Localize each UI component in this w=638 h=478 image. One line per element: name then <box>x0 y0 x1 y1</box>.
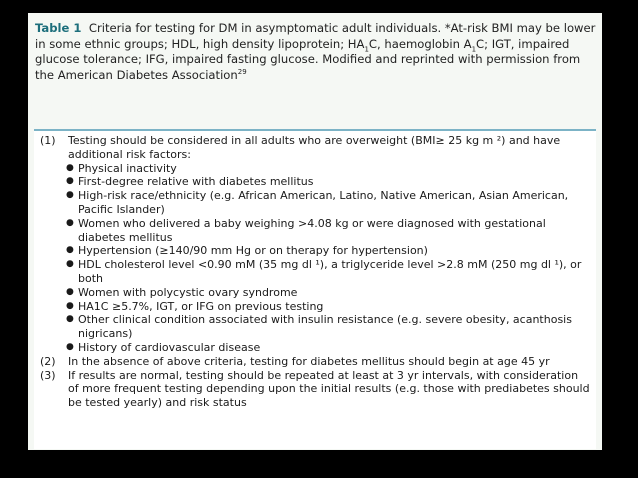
criteria-item <box>40 369 592 410</box>
slide <box>28 13 602 450</box>
risk-factor-text: Hypertension (≥140/90 mm Hg or on therapy for hypertension) <box>78 244 428 258</box>
caption-text-3: C; IGT, impaired glucose tolerance; IFG, impaired fasting glucose. Modified and reprinted with permission from the American Diabetes Association <box>35 36 581 82</box>
criteria-list <box>40 134 592 410</box>
item-text: If results are normal, testing should be repeated at least at 3 yr intervals, with consideration of more frequent testing depending upon the initial results (e.g. those with prediabetes should be tested yearly) and risk status <box>68 368 590 410</box>
bullet-icon: ● <box>66 286 74 297</box>
item-text: In the absence of above criteria, testing for diabetes mellitus should begin at age 45 yr <box>68 354 550 368</box>
risk-factor-item <box>40 162 592 176</box>
risk-factor-text: First-degree relative with diabetes mellitus <box>78 175 314 189</box>
item-number: (2) <box>40 354 56 368</box>
bullet-icon: ● <box>66 190 74 201</box>
bullet-icon: ● <box>66 314 74 325</box>
citation-number: 29 <box>237 67 247 76</box>
risk-factor-text: History of cardiovascular disease <box>78 340 261 354</box>
risk-factor-item <box>40 286 592 300</box>
table-body <box>34 129 596 449</box>
risk-factor-item <box>40 244 592 258</box>
bullet-icon: ● <box>66 341 74 352</box>
risk-factor-item <box>40 189 592 217</box>
risk-factor-text: Other clinical condition associated with insulin resistance (e.g. severe obesity, acanthosis nigricans) <box>78 313 572 341</box>
item-number: (1) <box>40 134 56 147</box>
risk-factor-item <box>40 175 592 189</box>
caption-text: Criteria for testing for DM in asymptomatic adult individuals. *At-risk BMI may be lower in some ethnic groups; HDL, high density lipoprotein; HA <box>35 21 596 51</box>
criteria-item <box>40 134 592 162</box>
bullet-icon: ● <box>66 259 74 270</box>
bullet-icon: ● <box>66 176 74 187</box>
risk-factor-text: Women who delivered a baby weighing >4.08 kg or were diagnosed with gestational diabetes mellitus <box>78 216 546 244</box>
item-number: (3) <box>40 368 56 382</box>
caption-subscript: 1 <box>364 44 369 53</box>
table-label: Table 1 <box>35 21 82 35</box>
caption-subscript-2: 1 <box>471 44 477 53</box>
risk-factor-item <box>40 217 592 245</box>
table-caption <box>35 21 597 83</box>
item-text: Testing should be considered in all adults who are overweight (BMI≥ 25 kg m ²) and have additional risk factors: <box>68 134 561 161</box>
risk-factor-item <box>40 313 592 341</box>
bullet-icon: ● <box>66 300 74 311</box>
risk-factor-text: Physical inactivity <box>78 161 177 175</box>
risk-factor-item <box>40 300 592 314</box>
risk-factor-text: Women with polycystic ovary syndrome <box>78 285 298 299</box>
caption-text-2: C, haemoglobin A <box>368 36 472 51</box>
bullet-icon: ● <box>66 162 74 173</box>
risk-factor-item <box>40 341 592 355</box>
risk-factor-text: HDL cholesterol level <0.90 mM (35 mg dl ¹), a triglyceride level >2.8 mM (250 mg dl ¹), or both <box>78 258 582 285</box>
criteria-item <box>40 355 592 369</box>
risk-factor-text: HA1C ≥5.7%, IGT, or IFG on previous testing <box>78 299 324 313</box>
risk-factor-item <box>40 258 592 286</box>
risk-factor-text: High-risk race/ethnicity (e.g. African American, Latino, Native American, Asian American, Pacific Islander) <box>78 189 569 216</box>
risk-factor-list <box>40 162 592 355</box>
bullet-icon: ● <box>66 245 74 256</box>
bullet-icon: ● <box>66 217 74 228</box>
